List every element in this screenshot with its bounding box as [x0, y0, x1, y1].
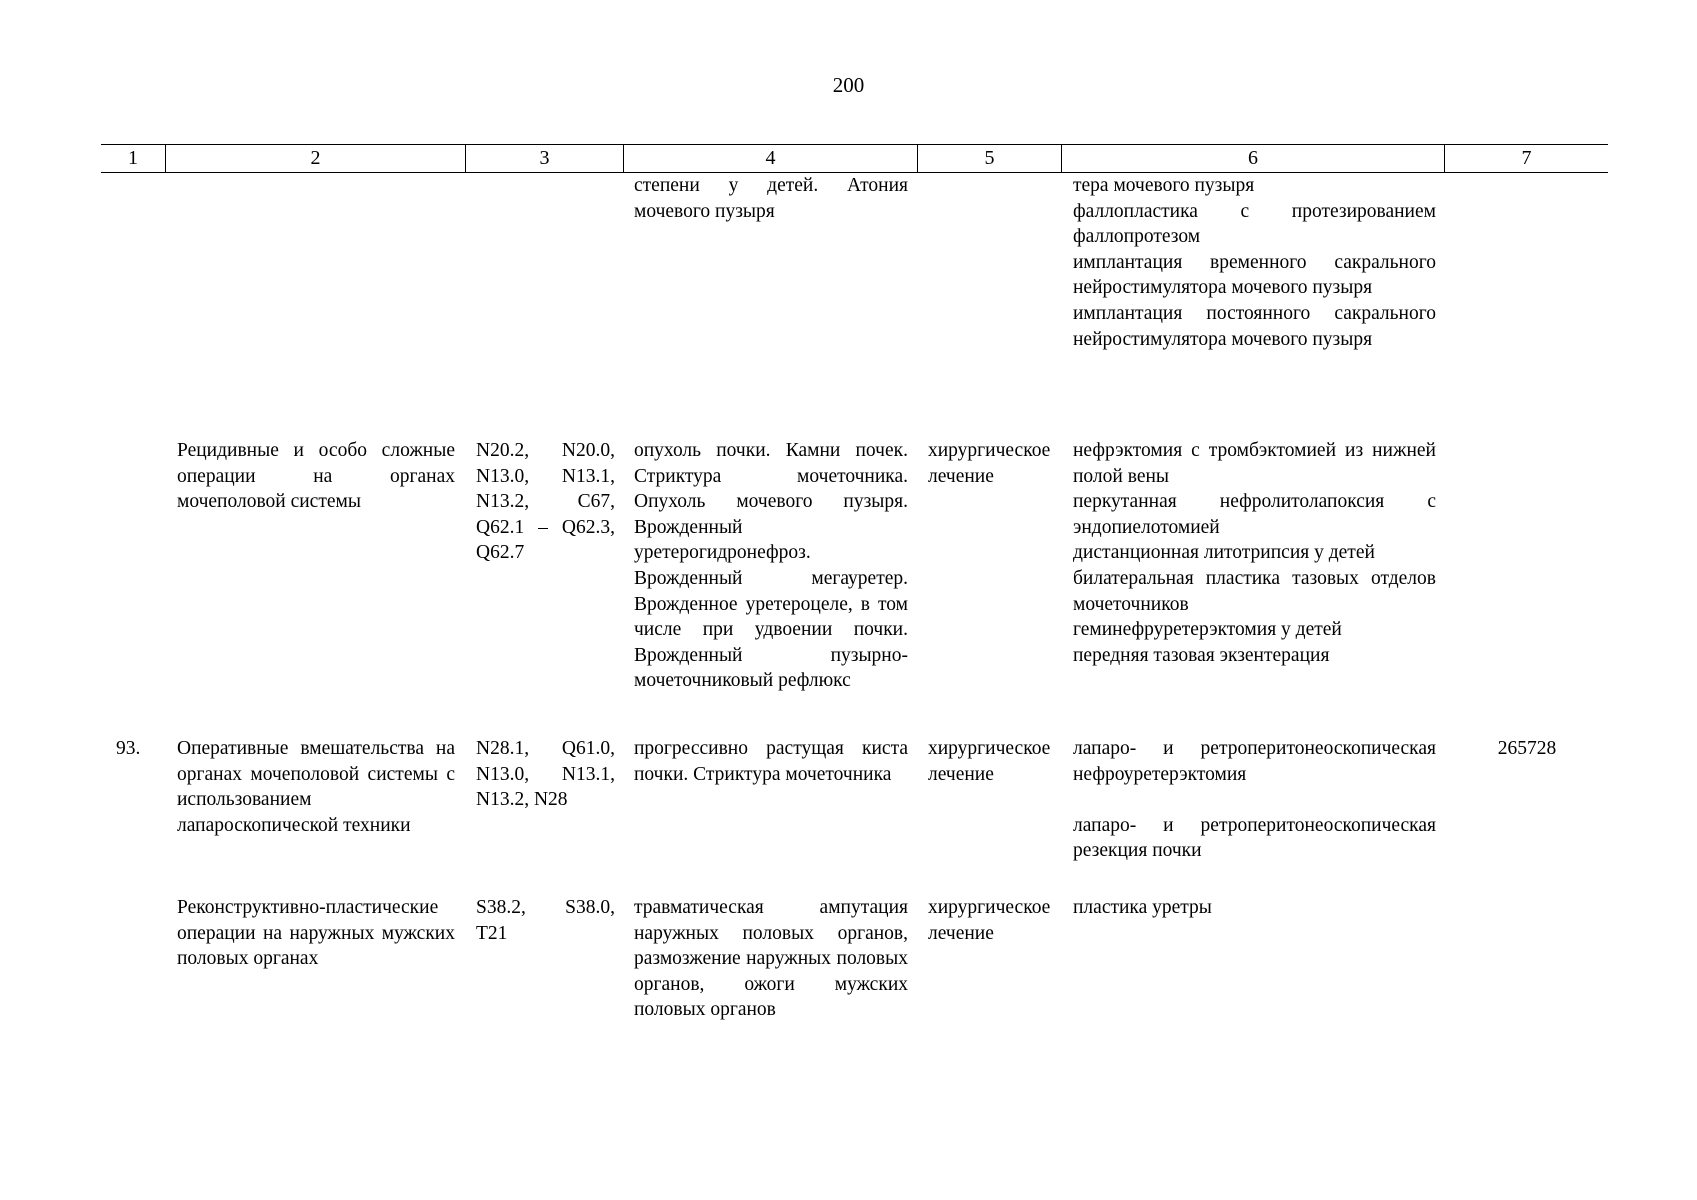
treatment-type: хирургическое лечение [928, 897, 1051, 944]
patient-model: травматическая ампутация наружных половых органов, размозжение наружных половых органов, ожоги мужских половых органов [634, 897, 908, 1021]
treatment-method: нефрэктомия с тромбэктомией из нижней полой вены перкутанная нефролитолапоксия с эндопиелотомией дистанционная литотрипсия у детей билатеральная пластика тазовых отделов мочеточников геминефруретерэктомия у детей передняя тазовая экзентерация [1073, 440, 1436, 666]
row-number: 93. [116, 738, 141, 759]
header-cell-5: 5 [917, 145, 1061, 172]
header-cell-2: 2 [165, 145, 465, 172]
treatment-method: лапаро- и ретроперитонеоскопическая нефроуретерэктомия лапаро- и ретроперитонеоскопическая резекция почки [1073, 738, 1436, 862]
treatment-method: тера мочевого пузыря фаллопластика с протезированием фаллопротезом имплантация временного сакрального нейростимулятора мочевого пузыря имплантация постоянного сакрального нейростимулятора мочевого пузыря [1073, 175, 1436, 350]
diagnosis-codes: N20.2, N20.0, N13.0, N13.1, N13.2, C67, Q62.1 – Q62.3, Q62.7 [476, 440, 615, 564]
diagnosis-codes: S38.2, S38.0, T21 [476, 897, 615, 944]
operation-group: Оперативные вмешательства на органах мочеполовой системы с использованием лапароскопической техники [177, 738, 455, 836]
patient-model: опухоль почки. Камни почек. Стриктура мочеточника. Опухоль мочевого пузыря. Врожденный уретерогидронефроз. Врожденный мегауретер. Врожденное уретероцеле, в том числе при удвоении почки. Врожденный пузырно-мочеточниковый рефлюкс [634, 440, 908, 692]
header-cell-7: 7 [1444, 145, 1608, 172]
operation-group: Реконструктивно-пластические операции на наружных мужских половых органах [177, 897, 455, 970]
page-number: 200 [832, 73, 865, 97]
patient-model: прогрессивно растущая киста почки. Стриктура мочеточника [634, 738, 908, 785]
header-cell-4: 4 [623, 145, 917, 172]
patient-model: степени у детей. Атония мочевого пузыря [634, 175, 908, 222]
header-cell-3: 3 [465, 145, 623, 172]
treatment-type: хирургическое лечение [928, 440, 1051, 487]
operation-group: Рецидивные и особо сложные операции на органах мочеполовой системы [177, 440, 455, 513]
treatment-type: хирургическое лечение [928, 738, 1051, 785]
treatment-method: пластика уретры [1073, 897, 1212, 918]
header-cell-6: 6 [1061, 145, 1444, 172]
table-header [101, 144, 1608, 173]
header-cell-1: 1 [128, 147, 138, 169]
diagnosis-codes: N28.1, Q61.0, N13.0, N13.1, N13.2, N28 [476, 738, 615, 811]
cost-value: 265728 [1497, 738, 1557, 759]
